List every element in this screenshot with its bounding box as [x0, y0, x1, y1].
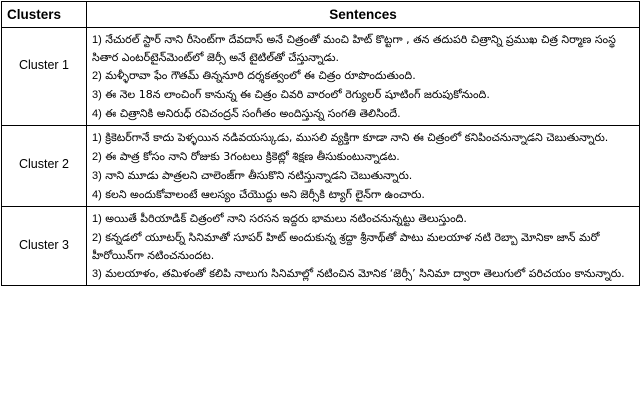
sentence-text: అయితే పీరియాడిక్ చిత్రంలో నాని సరసన ఇద్దరు భామలు నటించనున్నట్టు తెలుస్తుంది.: [105, 212, 467, 225]
sentence-text: క్రికెటర్‌గానే కాదు పెళ్ళయిన నడివయస్కుడు, ముసలి వ్యక్తిగా కూడా నాని ఈ చిత్రంలో కనిపించనున్నాడని చెబుతున్నారు.: [105, 131, 609, 144]
sentence-number: 2): [92, 70, 102, 82]
sentence-number: 3): [92, 89, 102, 101]
sentence: [92, 265, 635, 283]
sentence-text: నాని మూడు పాత్రలని చాలెంజ్‌గా తీసుకొని నటిస్తున్నాడని చెబుతున్నారు.: [105, 169, 413, 182]
sentence-text: ఈ నెల 18న లాంచింగ్ కానున్న ఈ చిత్రం చివరి వారంలో రెగ్యులర్ షూటింగ్ జరుపుకోనుంది.: [105, 88, 490, 101]
cluster-sentences: [87, 207, 640, 286]
header-sentences: Sentences: [87, 2, 640, 28]
sentence: [92, 67, 635, 85]
clusters-table: [1, 1, 640, 286]
sentence: [92, 210, 635, 228]
sentence: [92, 229, 635, 264]
sentence: [92, 167, 635, 185]
sentence-number: 1): [92, 34, 102, 46]
sentence-text: నేచురల్ స్టార్ నాని రీసెంట్‌గా దేవదాస్ అనే చిత్రంతో మంచి హిట్ కొట్టగా , తన తదుపరి చిత్రాన్ని ప్రముఖ చిత్ర నిర్మాణ సంస్థ సితార ఎంటర్‌టైన్‌మెంట్‌లో జెర్సీ అనే టైటిల్‌తో చేస్తున్నాడు.: [92, 33, 616, 64]
sentence-number: 2): [92, 232, 102, 244]
sentence: [92, 129, 635, 147]
sentence-number: 1): [92, 213, 102, 225]
cluster-label: Cluster 3: [2, 207, 87, 286]
cluster-label: Cluster 2: [2, 126, 87, 207]
sentence-text: ఈ పాత్ర కోసం నాని రోజుకు 3గంటలు క్రికెట్లో శిక్షణ తీసుకుంటున్నాడట.: [105, 150, 400, 163]
sentence-number: 3): [92, 268, 102, 280]
sentence-text: మళ్ళీరావా ఫేం గౌతమ్ తిన్ననూరి దర్శకత్వంలో ఈ చిత్రం రూపొందుతుంది.: [105, 69, 416, 82]
sentence-number: 3): [92, 170, 102, 182]
sentence-number: 2): [92, 151, 102, 163]
sentence-text: కన్నడలో యూటర్న్ సినిమాతో సూపర్ హిట్ అందుకున్న శ్రద్దా శ్రీనాథ్‌తో పాటు మలయాళ నటి రెబ్బా మోనికా జాన్ మరో హీరోయిన్‌గా నటించనుందట.: [92, 231, 600, 262]
cluster-row-1: [2, 28, 640, 126]
sentence-number: 1): [92, 132, 102, 144]
sentence: [92, 86, 635, 104]
sentence-text: ఈ చిత్రానికి అనిరుధ్ రవిచంద్రన్ సంగీతం అందిస్తున్న సంగతి తెలిసిందే.: [105, 107, 401, 120]
cluster-sentences: [87, 126, 640, 207]
sentence-text: మలయాళం, తమిళంతో కలిపి నాలుగు సినిమాల్లో నటించిన మోనిక ‘జెర్సీ’ సినిమా ద్వారా తెలుగులో పరిచయం కానున్నారు.: [105, 267, 625, 280]
cluster-row-2: [2, 126, 640, 207]
sentence-number: 4): [92, 189, 102, 201]
header-clusters: Clusters: [2, 2, 87, 28]
sentence: [92, 105, 635, 123]
sentence: [92, 148, 635, 166]
cluster-label: Cluster 1: [2, 28, 87, 126]
header-row: [2, 2, 640, 28]
sentence-number: 4): [92, 108, 102, 120]
cluster-row-3: [2, 207, 640, 286]
sentence: [92, 186, 635, 204]
cluster-sentences: [87, 28, 640, 126]
sentence: [92, 31, 635, 66]
sentence-text: కలని అందుకోవాలంటే ఆలస్యం చేయొద్దు అని జెర్సీకి ట్యాగ్ లైన్‌గా ఉంచారు.: [105, 188, 425, 201]
